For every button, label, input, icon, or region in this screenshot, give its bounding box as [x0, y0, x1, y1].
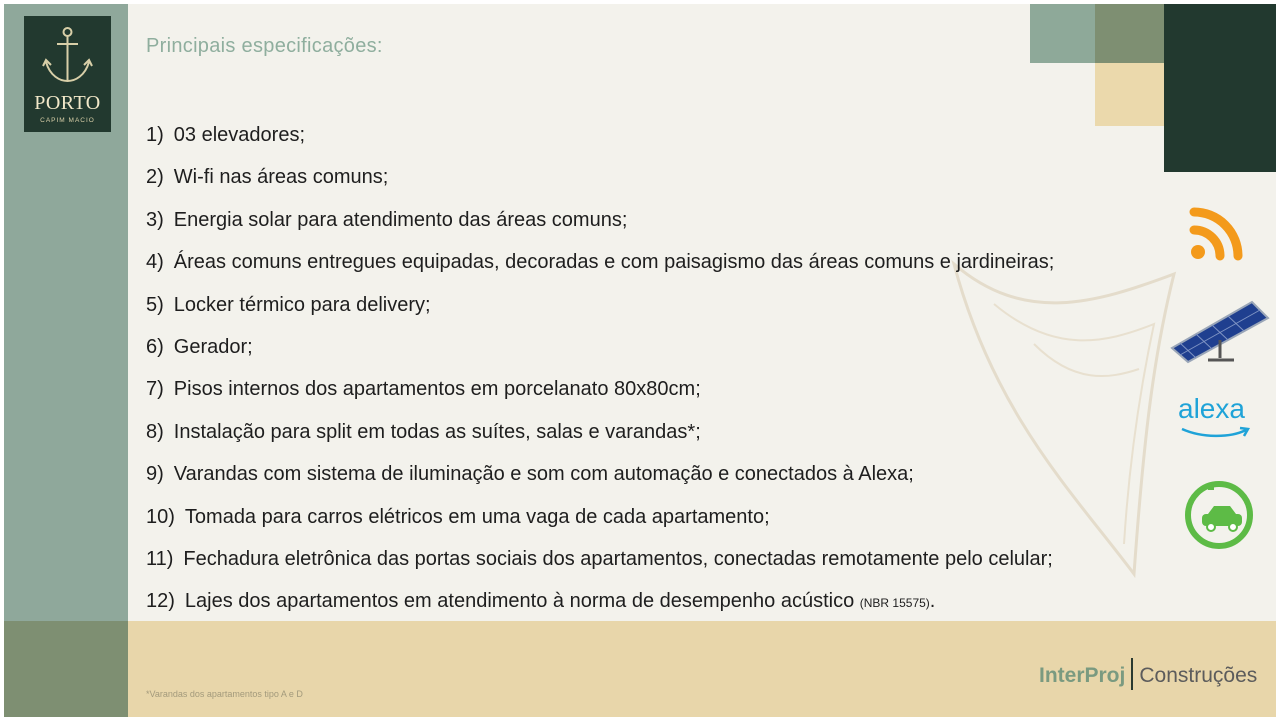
brand-part-2: Construções — [1139, 664, 1258, 687]
anchor-icon — [42, 24, 93, 86]
spec-text: Energia solar para atendimento das áreas comuns; — [173, 208, 628, 231]
spec-text: Gerador; — [173, 335, 253, 358]
spec-item-2 — [146, 160, 1054, 202]
smile-arrow-icon — [1178, 426, 1254, 440]
spec-text: 03 elevadores; — [173, 124, 305, 146]
spec-note: (NBR 15575) — [859, 596, 930, 611]
decor-block-sand — [1095, 63, 1167, 126]
spec-item-10 — [146, 500, 1054, 542]
spec-number: 2) — [146, 166, 164, 189]
spec-list — [146, 118, 1054, 627]
spec-item-12 — [146, 584, 1054, 626]
spec-text: Áreas comuns entregues equipadas, decoradas e com paisagismo das áreas comuns e jardineiras; — [173, 251, 1055, 274]
spec-text: Varandas com sistema de iluminação e som com automação e conectados à Alexa; — [173, 463, 914, 486]
slide-title: Principais especificações: — [146, 35, 383, 57]
spec-item-6 — [146, 330, 1054, 372]
porto-logo — [24, 16, 111, 132]
alexa-logo — [1178, 392, 1258, 442]
spec-item-7 — [146, 372, 1054, 414]
spec-number: 3) — [146, 208, 164, 231]
spec-number: 9) — [146, 463, 164, 486]
spec-number: 7) — [146, 378, 164, 401]
spec-item-4 — [146, 245, 1054, 287]
logo-title: PORTO — [34, 92, 101, 114]
spec-text: Lajes dos apartamentos em atendimento à norma de desempenho acústico — [184, 590, 855, 613]
decor-block-dark — [1164, 4, 1276, 172]
brand-separator — [1131, 658, 1133, 690]
solar-panel-icon — [1168, 296, 1272, 368]
spec-number: 10) — [146, 505, 175, 528]
spec-text: Instalação para split em todas as suítes, salas e varandas*; — [173, 420, 701, 443]
wifi-signal-icon — [1188, 200, 1250, 266]
spec-text: Tomada para carros elétricos em uma vaga de cada apartamento; — [184, 505, 770, 528]
decor-block-olive — [1095, 4, 1167, 63]
spec-item-5 — [146, 288, 1054, 330]
footnote: *Varandas dos apartamentos tipo A e D — [146, 689, 303, 699]
electric-car-charging-icon — [1184, 480, 1254, 550]
interproj-logo — [1039, 658, 1257, 690]
spec-text: Pisos internos dos apartamentos em porcelanato 80x80cm; — [173, 378, 701, 401]
spec-item-1 — [146, 118, 1054, 160]
spec-item-8 — [146, 415, 1054, 457]
brand-part-1: InterProj — [1039, 664, 1126, 687]
spec-number: 1) — [146, 124, 164, 146]
spec-number: 5) — [146, 293, 164, 316]
spec-text: Wi-fi nas áreas comuns; — [173, 166, 389, 189]
alexa-text: alexa — [1178, 393, 1245, 424]
spec-item-11 — [146, 542, 1054, 584]
spec-number: 11) — [146, 547, 174, 570]
decor-block-sage — [1030, 4, 1100, 63]
spec-item-3 — [146, 203, 1054, 245]
spec-end: . — [929, 590, 936, 613]
presentation-slide — [4, 4, 1276, 717]
spec-text: Locker térmico para delivery; — [173, 293, 431, 316]
spec-number: 12) — [146, 590, 175, 613]
spec-item-9 — [146, 457, 1054, 499]
spec-text: Fechadura eletrônica das portas sociais dos apartamentos, conectadas remotamente pelo celular; — [183, 547, 1053, 570]
spec-number: 6) — [146, 335, 164, 358]
logo-subtitle: CAPIM MACIO — [40, 117, 95, 124]
spec-number: 8) — [146, 420, 164, 443]
spec-number: 4) — [146, 251, 164, 274]
left-band-bottom-block — [4, 621, 128, 717]
